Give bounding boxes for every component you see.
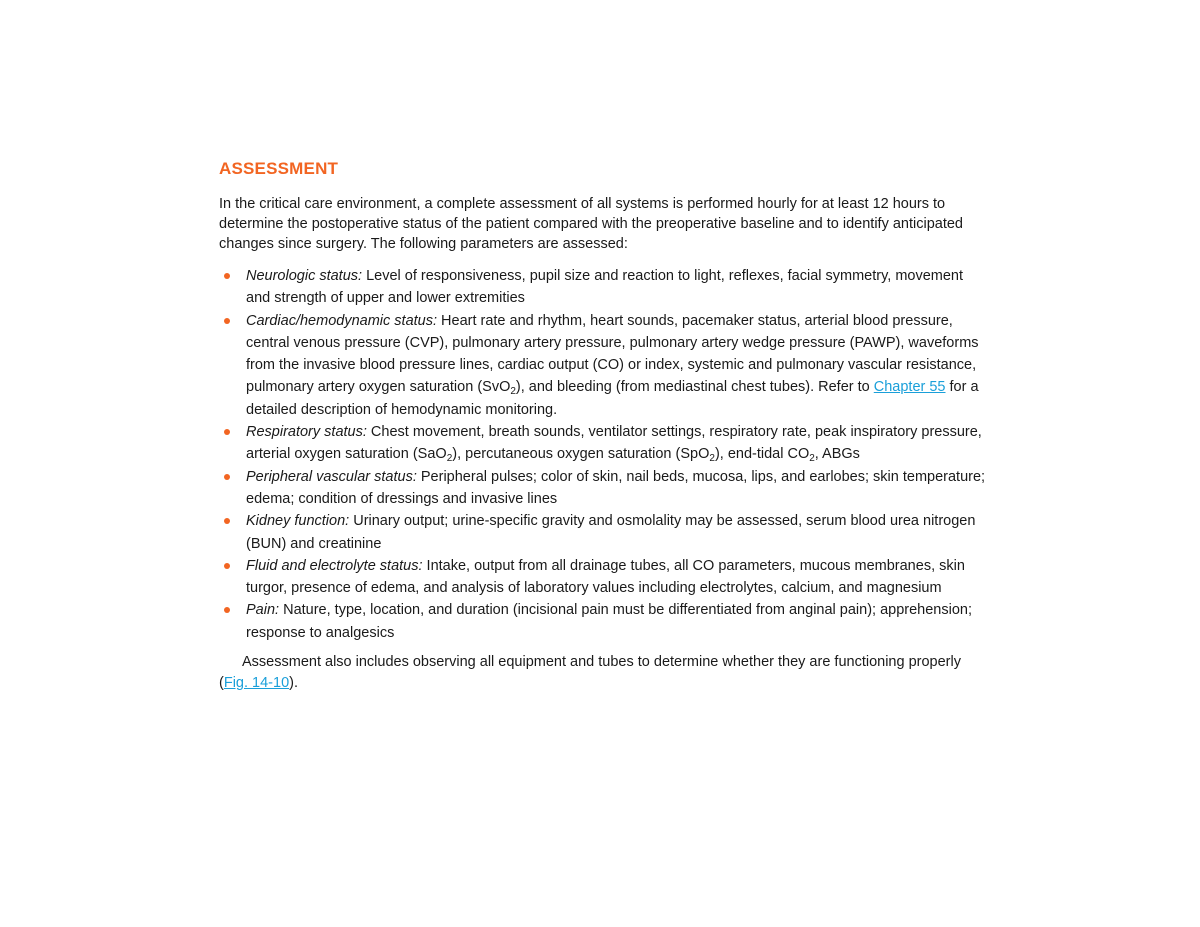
list-item-neurologic — [219, 265, 989, 310]
item-text: Urinary output; urine-specific gravity and osmolality may be assessed, serum blood urea nitrogen (BUN) and creatinine — [246, 513, 976, 552]
item-text: Heart rate and rhythm, heart sounds, pacemaker status, arterial blood pressure, central venous pressure (CVP), pulmonary artery pressure, pulmonary artery wedge pressure (PAWP), waveforms from the invasive blood pressure lines, cardiac output (CO) or index, systemic and pulmonary vascular resistance, pulmonary artery oxygen saturation (SvO — [246, 312, 979, 396]
list-item-peripheral — [219, 466, 989, 511]
item-text: Intake, output from all drainage tubes, all CO parameters, mucous membranes, skin turgor, presence of edema, and analysis of laboratory values including electrolytes, calcium, and magnesium — [246, 557, 965, 597]
section-heading: ASSESSMENT — [219, 159, 339, 178]
bullet-icon — [224, 429, 230, 435]
item-text: ), percutaneous oxygen saturation (SpO — [452, 446, 710, 463]
bullet-icon — [224, 607, 230, 613]
figure-link[interactable]: Fig. 14-10 — [223, 675, 290, 692]
bullet-icon — [224, 318, 230, 324]
item-text: , ABGs — [814, 446, 860, 463]
term-label: Fluid and electrolyte status: — [246, 557, 423, 574]
closing-text: Assessment also includes observing all equipment and tubes to determine whether they are functioning properly ( — [219, 654, 961, 692]
item-text: Chest movement, breath sounds, ventilator settings, respiratory rate, peak inspiratory pressure, arterial oxygen saturation (SaO — [246, 424, 982, 463]
subscript: 2 — [709, 453, 715, 465]
list-item-cardiac — [219, 310, 989, 421]
term-label: Kidney function: — [246, 513, 350, 530]
list-item-pain — [219, 599, 989, 644]
bullet-icon — [224, 273, 230, 279]
item-text: Nature, type, location, and duration (incisional pain must be differentiated from anginal pain); apprehension; response to analgesics — [246, 602, 972, 641]
term-label: Respiratory status: — [246, 424, 367, 441]
subscript: 2 — [510, 386, 516, 398]
item-text: ), end-tidal CO — [714, 446, 810, 463]
closing-paragraph — [219, 652, 989, 694]
term-label: Cardiac/hemodynamic status: — [246, 312, 437, 329]
term-label: Pain: — [246, 602, 280, 619]
bullet-icon — [224, 563, 230, 569]
item-text: ), and bleeding (from mediastinal chest tubes). Refer to — [515, 379, 874, 396]
list-item-kidney — [219, 510, 989, 555]
term-label: Neurologic status: — [246, 268, 363, 284]
term-label: Peripheral vascular status: — [246, 468, 417, 485]
subscript: 2 — [809, 453, 815, 465]
document-page — [219, 157, 989, 694]
list-item-fluid-electrolyte — [219, 555, 989, 600]
bullet-icon — [224, 474, 230, 480]
intro-paragraph: In the critical care environment, a complete assessment of all systems is performed hourly for at least 12 hours to determine the postoperative status of the patient compared with the preoperative baseline and to identify anticipated changes since surgery. The following parameters are assessed: — [219, 196, 963, 252]
closing-text: ). — [289, 675, 298, 692]
item-text: Level of responsiveness, pupil size and reaction to light, reflexes, facial symmetry, movement and strength of upper and lower extremities — [246, 268, 964, 307]
item-text: for a detailed description of hemodynamic monitoring. — [246, 379, 979, 418]
assessment-parameter-list — [219, 265, 989, 644]
item-text: Peripheral pulses; color of skin, nail beds, mucosa, lips, and earlobes; skin temperature; edema; condition of dressings and invasive lines — [246, 468, 986, 507]
bullet-icon — [224, 518, 230, 524]
list-item-respiratory — [219, 421, 989, 466]
subscript: 2 — [446, 453, 453, 465]
chapter-link[interactable]: Chapter 55 — [873, 379, 946, 396]
